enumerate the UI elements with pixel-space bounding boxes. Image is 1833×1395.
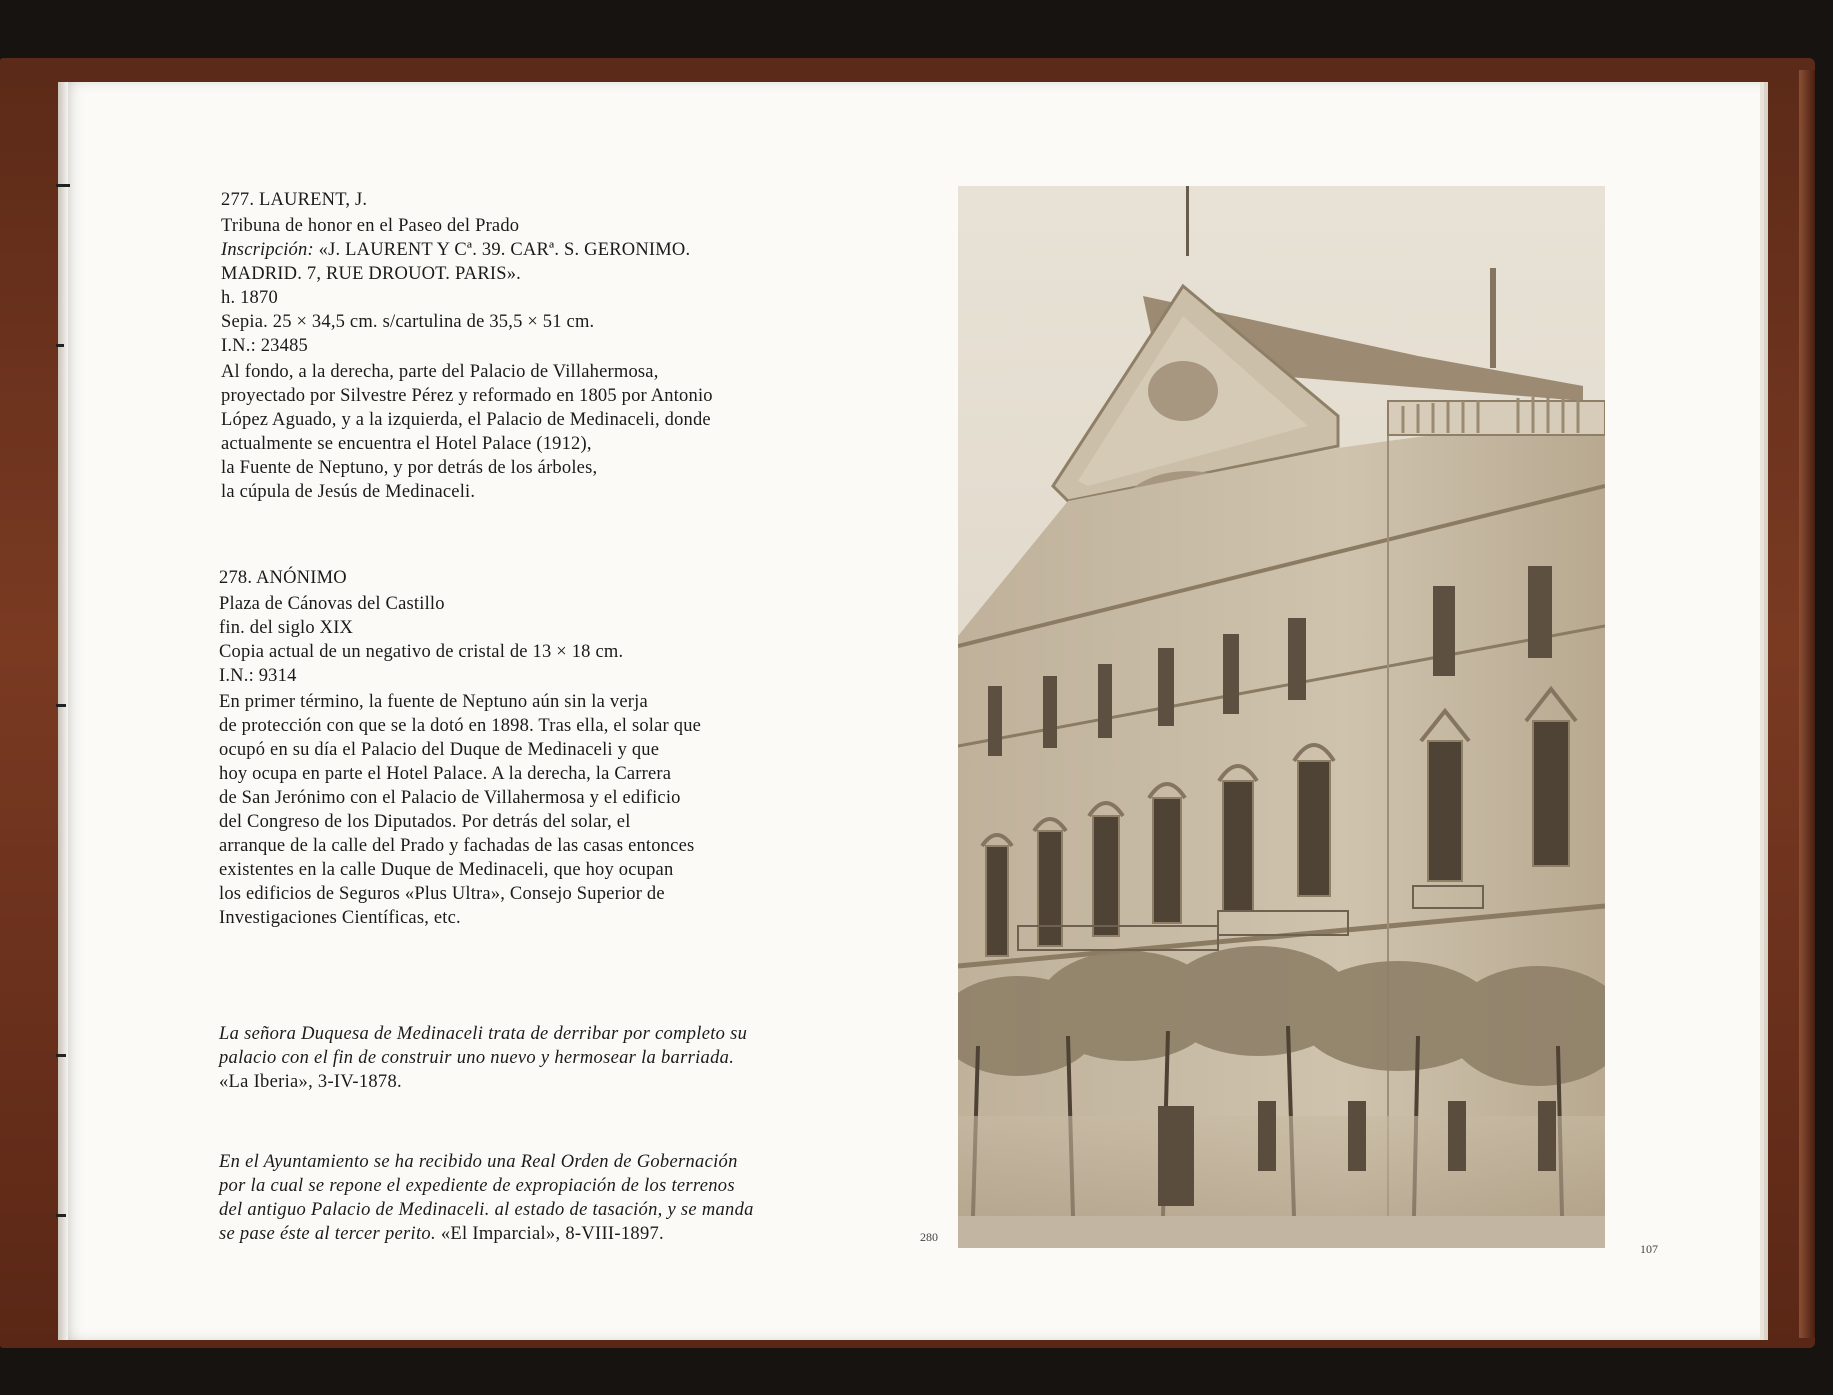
entry-technique: Copia actual de un negativo de cristal de 13 × 18 cm. (219, 642, 624, 662)
inscription-text: «J. LAURENT Y Cª. 39. CARª. S. GERONIMO. (318, 240, 691, 260)
inscription-text-2: MADRID. 7, RUE DROUOT. PARIS». (221, 264, 521, 284)
description-line: En primer término, la fuente de Neptuno aún sin la verja (219, 692, 648, 712)
margin-mark (56, 1054, 66, 1057)
quote-line: por la cual se repone el expediente de expropiación de los terrenos (219, 1176, 735, 1196)
entry-technique: Sepia. 25 × 34,5 cm. s/cartulina de 35,5 × 51 cm. (221, 312, 595, 332)
entry-title: Tribuna de honor en el Paseo del Prado (221, 216, 520, 236)
entry-date: h. 1870 (221, 288, 278, 308)
description-line: proyectado por Silvestre Pérez y reformado en 1805 por Antonio (221, 386, 713, 406)
description-line: actualmente se encuentra el Hotel Palace (1912), (221, 434, 592, 454)
margin-mark (56, 704, 66, 707)
entry-heading: 277. LAURENT, J. (221, 190, 368, 210)
description-line: López Aguado, y a la izquierda, el Palacio de Medinaceli, donde (221, 410, 711, 430)
sepia-photograph (958, 186, 1605, 1248)
quote-line: del antiguo Palacio de Medinaceli. al estado de tasación, y se manda (219, 1200, 754, 1220)
margin-mark (56, 344, 64, 347)
quote-source: «La Iberia», 3-IV-1878. (219, 1072, 402, 1092)
description-line: ocupó en su día el Palacio del Duque de Medinaceli y que (219, 740, 660, 760)
quote-line (219, 1224, 664, 1245)
quote-line: palacio con el fin de construir uno nuevo y hermosear la barriada. (219, 1048, 735, 1068)
margin-mark (56, 1214, 66, 1217)
entry-inventory: I.N.: 23485 (221, 336, 308, 356)
description-line: la cúpula de Jesús de Medinaceli. (221, 482, 476, 502)
description-line: de San Jerónimo con el Palacio de Villahermosa y el edificio (219, 788, 681, 808)
quote-line-end: se pase éste al tercer perito. (219, 1224, 436, 1244)
description-line: del Congreso de los Diputados. Por detrás del solar, el (219, 812, 631, 832)
palace-facade-image (958, 186, 1605, 1248)
page-number: 107 (1640, 1242, 1658, 1256)
entry-title: Plaza de Cánovas del Castillo (219, 594, 445, 614)
inscription-label: Inscripción: (221, 240, 314, 260)
entry-heading: 278. ANÓNIMO (219, 568, 347, 588)
description-line: los edificios de Seguros «Plus Ultra», Consejo Superior de (219, 884, 665, 904)
description-line: existentes en la calle Duque de Medinaceli, que hoy ocupan (219, 860, 674, 880)
description-line: Investigaciones Científicas, etc. (219, 908, 461, 928)
margin-mark (56, 184, 70, 187)
entry-date: fin. del siglo XIX (219, 618, 354, 638)
quote-line: En el Ayuntamiento se ha recibido una Real Orden de Gobernación (219, 1152, 738, 1172)
entry-inventory: I.N.: 9314 (219, 666, 297, 686)
figure-number: 280 (920, 1230, 938, 1244)
description-line: Al fondo, a la derecha, parte del Palacio de Villahermosa, (221, 362, 659, 382)
entry-inscription (221, 240, 690, 261)
description-line: hoy ocupa en parte el Hotel Palace. A la derecha, la Carrera (219, 764, 672, 784)
description-line: la Fuente de Neptuno, y por detrás de los árboles, (221, 458, 598, 478)
quote-source: «El Imparcial», 8-VIII-1897. (440, 1224, 664, 1244)
page-gutter (58, 82, 68, 1340)
cover-edge (1799, 70, 1815, 1338)
description-line: de protección con que se la dotó en 1898. Tras ella, el solar que (219, 716, 702, 736)
quote-line: La señora Duquesa de Medinaceli trata de derribar por completo su (219, 1024, 748, 1044)
description-line: arranque de la calle del Prado y fachadas de las casas entonces (219, 836, 695, 856)
